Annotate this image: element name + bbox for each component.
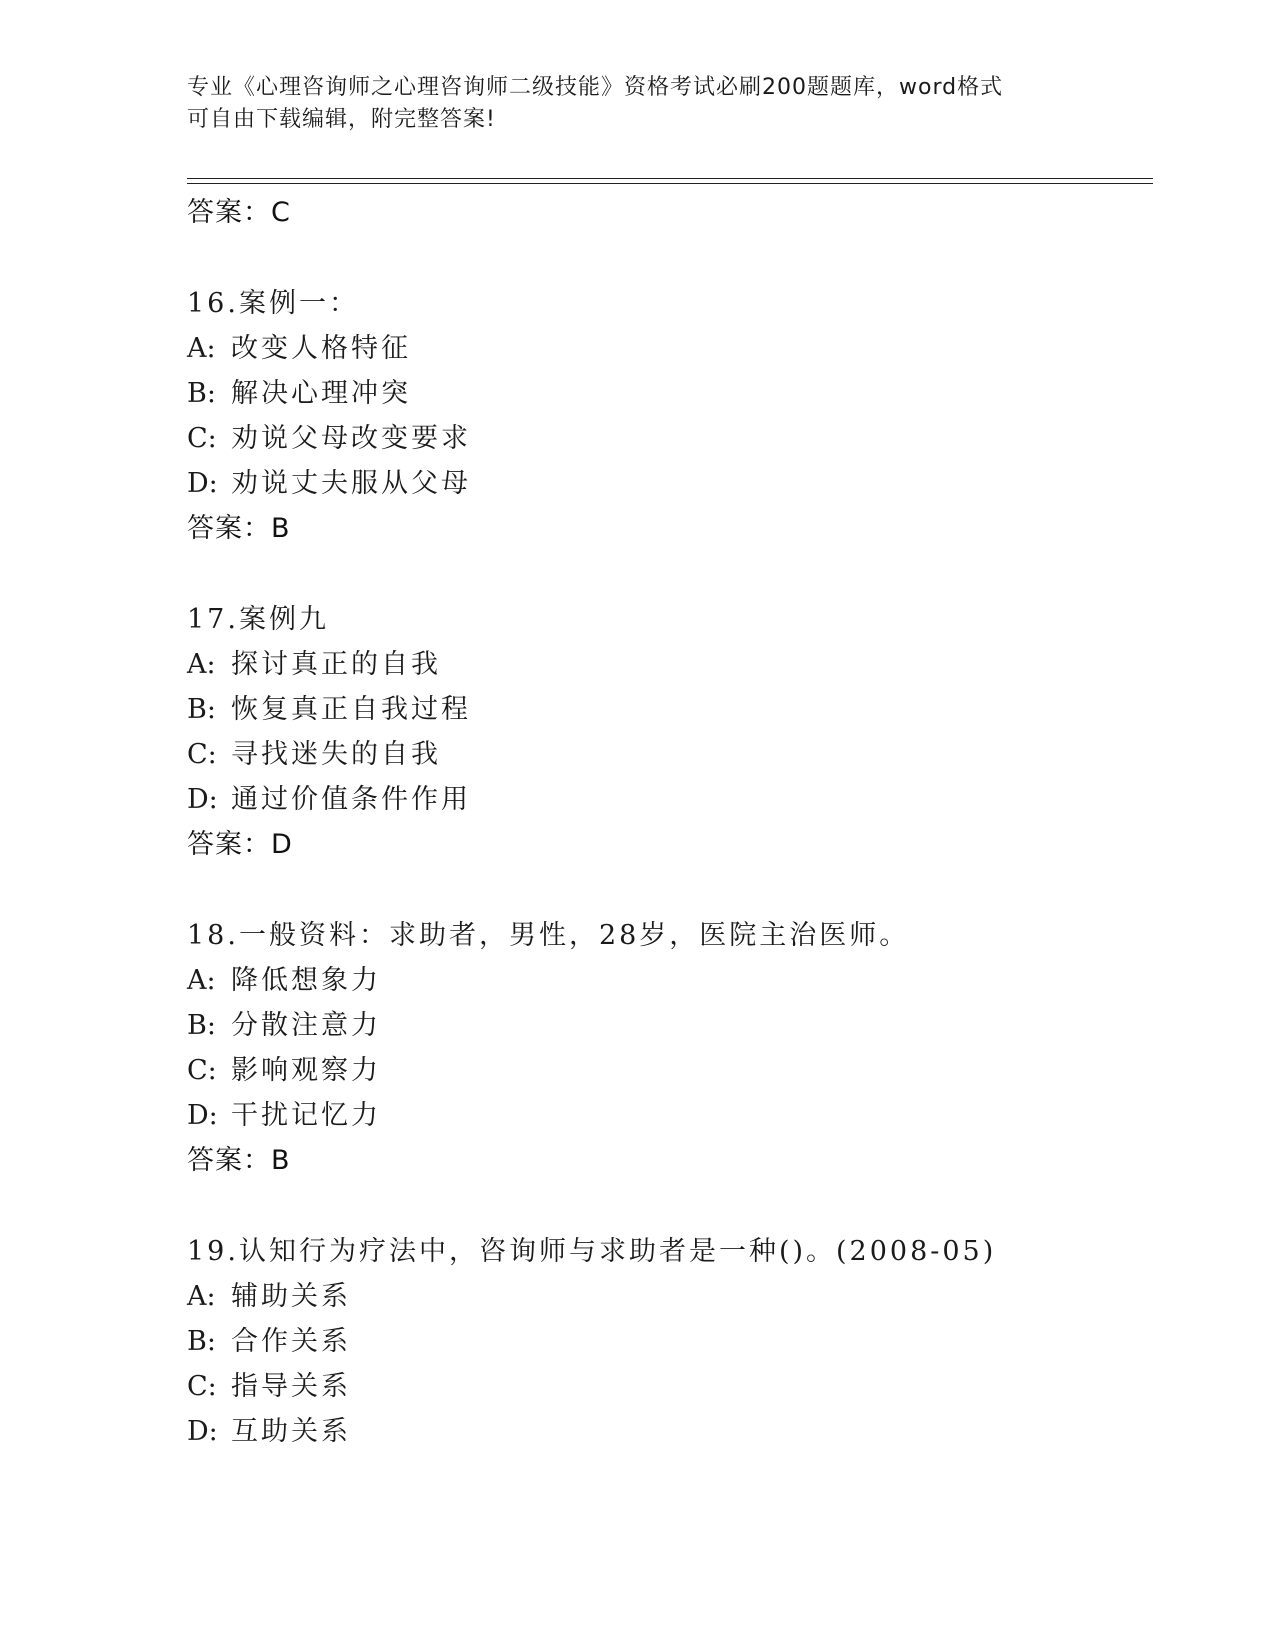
option-a: [187, 1274, 1147, 1319]
option-a: [187, 326, 1147, 371]
option-text: 探讨真正的自我: [231, 649, 441, 680]
option-letter: C:: [187, 1371, 217, 1402]
option-b: [187, 687, 1147, 732]
option-letter: A:: [187, 1281, 216, 1312]
option-text: 改变人格特征: [231, 333, 411, 364]
option-letter: B:: [187, 1010, 216, 1041]
question-title: 16.案例一：: [187, 288, 359, 319]
header-line-1: 专业《心理咨询师之心理咨询师二级技能》资格考试必刷200题题库，word格式: [187, 75, 1004, 100]
option-text: 解决心理冲突: [231, 378, 411, 409]
option-text: 影响观察力: [231, 1055, 381, 1086]
question-title: 19.认知行为疗法中，咨询师与求助者是一种()。(2008-05): [187, 1236, 997, 1267]
option-b: [187, 1319, 1147, 1364]
option-letter: C:: [187, 739, 217, 770]
question-block: [187, 597, 1147, 913]
option-text: 寻找迷失的自我: [231, 739, 441, 770]
option-letter: D:: [187, 784, 218, 815]
option-text: 恢复真正自我过程: [231, 694, 471, 725]
option-text: 干扰记忆力: [231, 1100, 381, 1131]
option-d: [187, 1093, 1147, 1138]
question-title: 17.案例九: [187, 604, 329, 635]
spacer: [187, 551, 1147, 597]
option-letter: A:: [187, 649, 216, 680]
option-b: [187, 371, 1147, 416]
option-letter: B:: [187, 1326, 216, 1357]
option-text: 辅助关系: [231, 1281, 351, 1312]
question-title: 18.一般资料：求助者，男性，28岁，医院主治医师。: [187, 920, 910, 951]
option-letter: C:: [187, 423, 217, 454]
option-b: [187, 1003, 1147, 1048]
question-block: [187, 1229, 1147, 1454]
option-a: [187, 642, 1147, 687]
option-letter: C:: [187, 1055, 217, 1086]
question-list: [187, 190, 1147, 1454]
question-block: [187, 913, 1147, 1229]
option-a: [187, 958, 1147, 1003]
header-line-2: 可自由下载编辑，附完整答案!: [187, 107, 496, 132]
option-c: [187, 1364, 1147, 1409]
spacer: [187, 235, 1147, 281]
option-text: 分散注意力: [231, 1010, 381, 1041]
option-letter: D:: [187, 1416, 218, 1447]
option-text: 互助关系: [231, 1416, 351, 1447]
option-d: [187, 777, 1147, 822]
option-text: 降低想象力: [231, 965, 381, 996]
option-letter: D:: [187, 1100, 218, 1131]
spacer: [187, 1183, 1147, 1229]
answer-label: 答案：D: [187, 829, 293, 860]
option-text: 劝说父母改变要求: [231, 423, 471, 454]
answer-label: 答案：B: [187, 1145, 291, 1176]
option-text: 合作关系: [231, 1326, 351, 1357]
question-block: [187, 281, 1147, 597]
option-c: [187, 732, 1147, 777]
option-letter: A:: [187, 333, 216, 364]
option-d: [187, 1409, 1147, 1454]
option-d: [187, 461, 1147, 506]
option-letter: B:: [187, 378, 216, 409]
option-letter: D:: [187, 468, 218, 499]
header-divider: [187, 178, 1153, 184]
previous-answer: 答案：C: [187, 197, 291, 228]
option-letter: A:: [187, 965, 216, 996]
option-letter: B:: [187, 694, 216, 725]
option-text: 指导关系: [231, 1371, 351, 1402]
document-header: [187, 72, 1087, 136]
option-c: [187, 416, 1147, 461]
option-text: 通过价值条件作用: [231, 784, 471, 815]
option-c: [187, 1048, 1147, 1093]
answer-label: 答案：B: [187, 513, 291, 544]
spacer: [187, 867, 1147, 913]
option-text: 劝说丈夫服从父母: [231, 468, 471, 499]
